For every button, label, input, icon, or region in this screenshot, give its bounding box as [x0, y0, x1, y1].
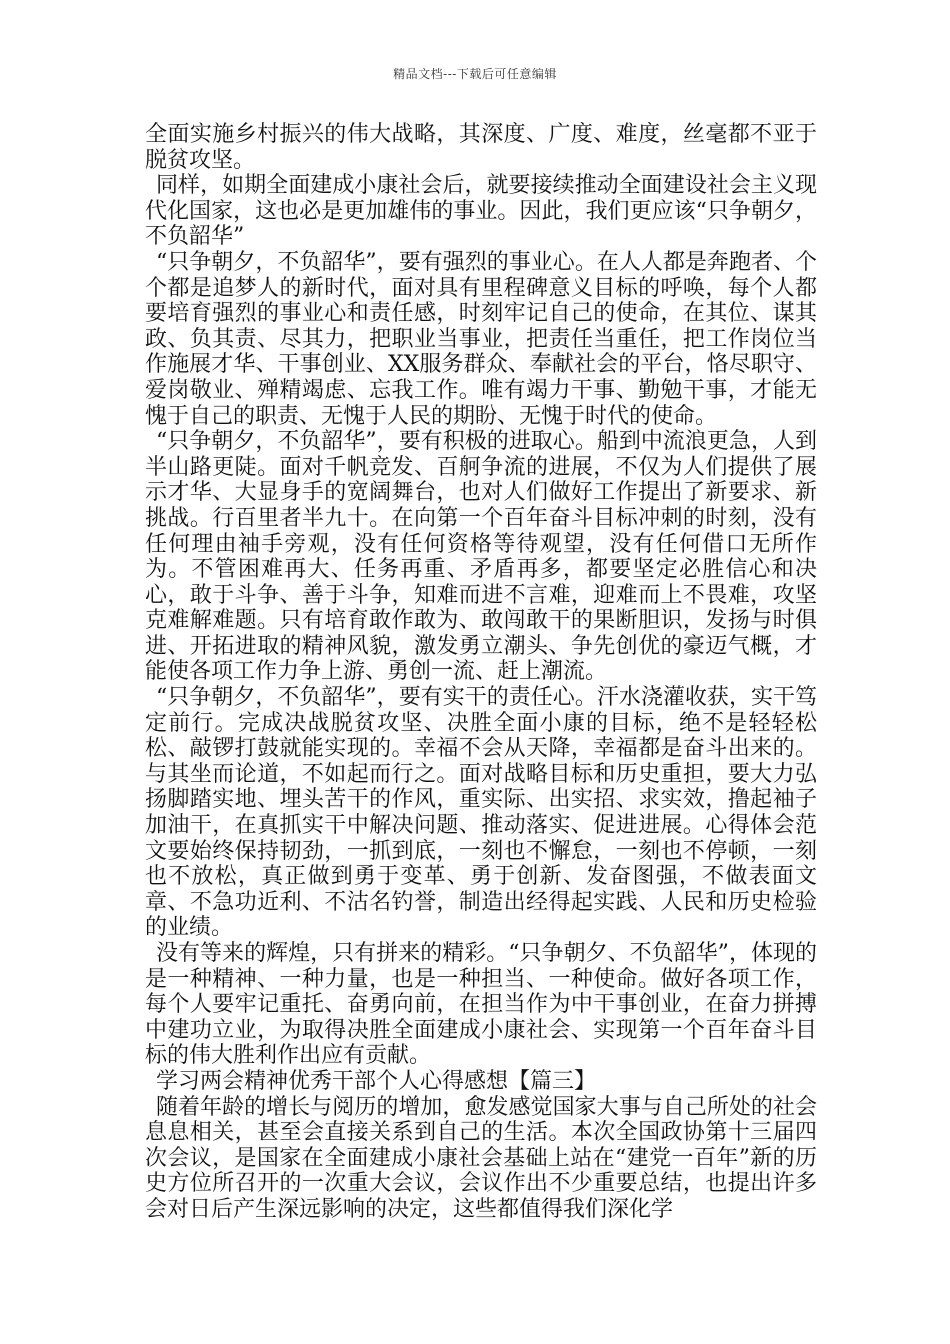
paragraph-2: 同样，如期全面建成小康社会后，就要接续推动全面建设社会主义现代化国家，这也必是更加雄伟的事业。因此，我们更应该“只争朝夕，不负韶华” [145, 173, 817, 250]
paragraph-5: “只争朝夕，不负韶华”，要有实干的责任心。汗水浇灌收获，实干笃定前行。完成决战脱贫攻坚、决胜全面小康的目标，绝不是轻轻松松、敲锣打鼓就能实现的。幸福不会从天降，幸福都是奋斗出来的。与其坐而论道，不如起而行之。面对战略目标和历史重担，要大力弘扬脚踏实地、埋头苦干的作风，重实际、出实招、求实效，撸起袖子加油干，在真抓实干中解决问题、推动落实、促进进展。心得体会范文要始终保持韧劲，一抓到底，一刻也不懈怠，一刻也不停顿，一刻也不放松，真正做到勇于变革、勇于创新、发奋图强，不做表面文章、不急功近利、不沽名钓誉，制造出经得起实践、人民和历史检验的业绩。 [145, 685, 817, 941]
section-heading: 学习两会精神优秀干部个人心得感想【篇三】 [156, 1068, 597, 1094]
paragraph-1: 全面实施乡村振兴的伟大战略，其深度、广度、难度，丝毫都不亚于脱贫攻坚。 [145, 122, 817, 173]
paragraph-4: “只争朝夕，不负韶华”，要有积极的进取心。船到中流浪更急，人到半山路更陡。面对千帆竞发、百舸争流的进展，不仅为人们提供了展示才华、大显身手的宽阔舞台，也对人们做好工作提出了新要求、新挑战。行百里者半九十。在向第一个百年奋斗目标冲刺的时刻，没有任何理由袖手旁观，没有任何资格等待观望，没有任何借口无所作为。不管困难再大、任务再重、矛盾再多，都要坚定必胜信心和决心，敢于斗争、善于斗争，知难而进不言难，迎难而上不畏难，攻坚克难解难题。只有培育敢作敢为、敢闯敢干的果断胆识，发扬与时俱进、开拓进取的精神风貌，激发勇立潮头、争先创优的豪迈气概，才能使各项工作力争上游、勇创一流、赶上潮流。 [145, 429, 817, 685]
paragraph-6: 没有等来的辉煌，只有拼来的精彩。“只争朝夕、不负韶华”，体现的是一种精神、一种力量，也是一种担当、一种使命。做好各项工作，每个人要牢记重托、奋勇向前，在担当作为中干事创业，在奋力拼搏中建功立业，为取得决胜全面建成小康社会、实现第一个百年奋斗目标的伟大胜利作出应有贡献。 [145, 941, 817, 1069]
page-header: 精品文档---下载后可任意编辑 [393, 67, 557, 81]
paragraph-3: “只争朝夕，不负韶华”，要有强烈的事业心。在人人都是奔跑者、个个都是追梦人的新时代，面对具有里程碑意义目标的呼唤，每个人都要培育强烈的事业心和责任感，时刻牢记自己的使命，在其位、谋其政、负其责、尽其力，把职业当事业，把责任当重任，把工作岗位当作施展才华、干事创业、XX服务群众、奉献社会的平台，恪尽职守、爱岗敬业、殚精竭虑、忘我工作。唯有竭力干事、勤勉干事，才能无愧于自己的职责、无愧于人民的期盼、无愧于时代的使命。 [145, 249, 817, 429]
document-body [145, 122, 817, 1223]
paragraph-7: 随着年龄的增长与阅历的增加，愈发感觉国家大事与自己所处的社会息息相关，甚至会直接关系到自己的生活。本次全国政协第十三届四次会议，是国家在全面建成小康社会基础上站在“建党一百年”新的历史方位所召开的一次重大会议，会议作出不少重要总结，也提出许多会对日后产生深远影响的决定，这些都值得我们深化学 [145, 1094, 817, 1222]
